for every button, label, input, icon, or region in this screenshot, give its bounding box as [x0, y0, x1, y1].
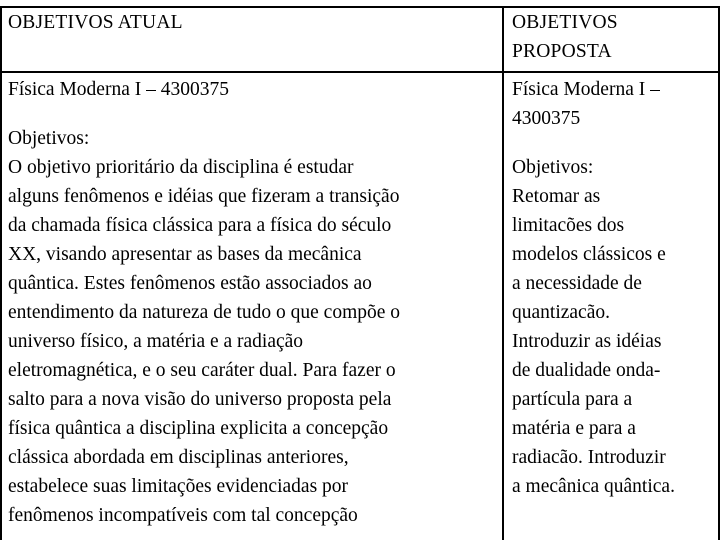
current-objectives-line: XX, visando apresentar as bases da mecânica — [8, 244, 362, 265]
proposed-objectives-line: modelos clássicos e — [512, 244, 666, 265]
proposed-objectives-line: matéria e para a — [512, 418, 636, 439]
table-border-left — [0, 6, 2, 540]
current-objectives-line: entendimento da natureza de tudo o que compõe o — [8, 302, 401, 323]
current-course-title: Física Moderna I – 4300375 — [8, 79, 229, 100]
column-divider — [502, 6, 504, 540]
header-row-divider — [0, 71, 720, 73]
current-objectives-line: alguns fenômenos e idéias que fizeram a transição — [8, 186, 400, 207]
proposed-objectives-line: radiacão. Introduzir — [512, 447, 666, 468]
proposed-objectives-line: partícula para a — [512, 389, 633, 410]
spacer — [512, 133, 717, 153]
proposed-course-title-line-2: 4300375 — [512, 108, 581, 129]
header-right-cell — [512, 8, 717, 66]
header-left-title: OBJETIVOS ATUAL — [8, 12, 183, 33]
current-objectives-line: física quântica a disciplina explicita a concepção — [8, 418, 389, 439]
proposed-objectives-line: de dualidade onda- — [512, 360, 661, 381]
current-objectives-line: clássica abordada em disciplinas anteriores, — [8, 447, 349, 468]
current-objectives-line: O objetivo prioritário da disciplina é estudar — [8, 157, 354, 178]
proposed-objectives-label: Objetivos: — [512, 157, 594, 178]
proposed-objectives-line: quantizacão. — [512, 302, 610, 323]
current-objectives-line: eletromagnética, e o seu caráter dual. Para fazer o — [8, 360, 396, 381]
current-objectives-line: da chamada física clássica para a física do século — [8, 215, 392, 236]
proposed-objectives-line: Introduzir as idéias — [512, 331, 662, 352]
current-objectives-line: estabelece suas limitações evidenciadas por — [8, 476, 349, 497]
proposed-objectives-line: limitacões dos — [512, 215, 625, 236]
header-right-title-line-1: OBJETIVOS — [512, 12, 618, 33]
header-left-cell — [8, 8, 500, 37]
current-objectives-label: Objetivos: — [8, 128, 90, 149]
proposed-objectives-line: Retomar as — [512, 186, 601, 207]
current-objectives-line: fenômenos incompatíveis com tal concepção — [8, 505, 358, 526]
proposed-objectives-line: a necessidade de — [512, 273, 642, 294]
proposed-course-title-line-1: Física Moderna I – — [512, 79, 660, 100]
proposed-objectives-line: a mecânica quântica. — [512, 476, 675, 497]
spacer — [8, 104, 500, 120]
current-objectives-cell — [8, 75, 500, 530]
current-objectives-line: universo físico, a matéria e a radiação — [8, 331, 304, 352]
current-objectives-line: salto para a nova visão do universo proposta pela — [8, 389, 392, 410]
header-right-title-line-2: PROPOSTA — [512, 41, 612, 62]
proposed-objectives-cell — [512, 75, 717, 501]
current-objectives-line: quântica. Estes fenômenos estão associados ao — [8, 273, 372, 294]
